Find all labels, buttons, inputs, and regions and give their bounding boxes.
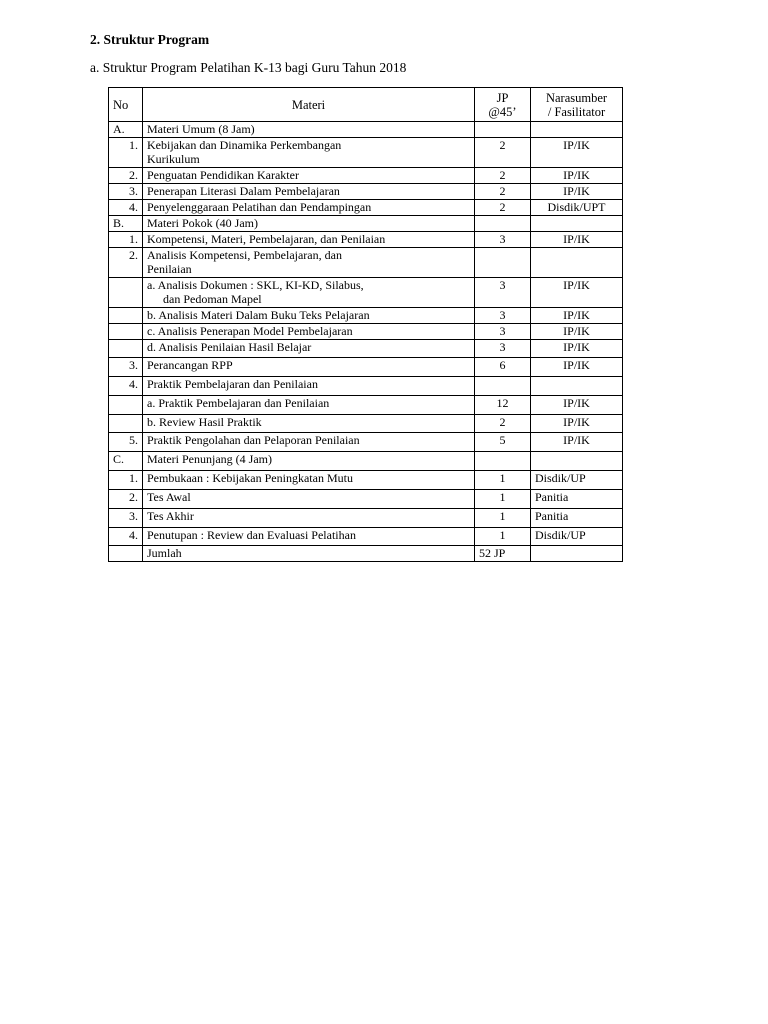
row-materi <box>143 200 475 216</box>
table-row <box>109 168 623 184</box>
header-materi: Materi <box>143 88 475 122</box>
materi-line: Penerapan Literasi Dalam Pembelajaran <box>147 184 340 198</box>
row-jp <box>475 452 531 471</box>
row-narasumber: IP/IK <box>531 232 623 248</box>
row-jp <box>475 248 531 278</box>
row-materi <box>143 358 475 377</box>
section-row <box>109 452 623 471</box>
row-number: 4. <box>109 377 143 396</box>
header-narasumber-line1: Narasumber <box>545 90 608 105</box>
materi-line: a. Analisis Dokumen : SKL, KI-KD, Silabus, <box>147 278 364 292</box>
materi-line: Penutupan : Review dan Evaluasi Pelatihan <box>147 528 356 542</box>
header-no: No <box>109 88 143 122</box>
row-jp <box>475 377 531 396</box>
materi-line: Jumlah <box>147 546 182 560</box>
row-jp: 52 JP <box>475 546 531 562</box>
materi-line: Materi Penunjang (4 Jam) <box>147 452 272 466</box>
row-narasumber: IP/IK <box>531 433 623 452</box>
row-materi <box>143 452 475 471</box>
materi-line: b. Review Hasil Praktik <box>147 415 262 429</box>
materi-line: Praktik Pengolahan dan Pelaporan Penilaian <box>147 433 360 447</box>
row-materi <box>143 308 475 324</box>
row-jp: 12 <box>475 396 531 415</box>
section-row <box>109 216 623 232</box>
row-narasumber <box>531 216 623 232</box>
program-structure-table <box>108 87 623 562</box>
row-jp: 2 <box>475 415 531 433</box>
table-row <box>109 358 623 377</box>
materi-line-continued: dan Pedoman Mapel <box>163 292 262 306</box>
row-number: 1. <box>109 138 143 168</box>
row-jp: 1 <box>475 528 531 546</box>
header-jp-line1: JP <box>496 90 509 105</box>
row-number <box>109 324 143 340</box>
materi-line: Perancangan RPP <box>147 358 233 372</box>
section-heading: 2. Struktur Program <box>90 32 210 47</box>
materi-line: Kebijakan dan Dinamika Perkembangan <box>147 138 342 152</box>
table-row <box>109 308 623 324</box>
table-row <box>109 396 623 415</box>
row-number: 3. <box>109 358 143 377</box>
row-jp <box>475 122 531 138</box>
row-narasumber: IP/IK <box>531 184 623 200</box>
row-materi <box>143 122 475 138</box>
table-title: a. Struktur Program Pelatihan K-13 bagi Guru Tahun 2018 <box>90 60 407 75</box>
row-narasumber: Panitia <box>531 490 623 509</box>
row-number: 5. <box>109 433 143 452</box>
materi-line: Materi Umum (8 Jam) <box>147 122 255 136</box>
row-materi <box>143 396 475 415</box>
header-narasumber-line2: / Fasilitator <box>547 104 606 119</box>
row-jp: 3 <box>475 232 531 248</box>
table-row <box>109 433 623 452</box>
materi-line: Penguatan Pendidikan Karakter <box>147 168 299 182</box>
row-jp: 2 <box>475 138 531 168</box>
materi-line: Pembukaan : Kebijakan Peningkatan Mutu <box>147 471 353 485</box>
table-header-row <box>109 88 623 122</box>
row-narasumber: Disdik/UP <box>531 528 623 546</box>
materi-line: Tes Akhir <box>147 509 194 523</box>
row-number <box>109 396 143 415</box>
row-number <box>109 415 143 433</box>
row-narasumber: IP/IK <box>531 415 623 433</box>
materi-line: Praktik Pembelajaran dan Penilaian <box>147 377 318 391</box>
row-narasumber <box>531 546 623 562</box>
row-jp: 3 <box>475 278 531 308</box>
row-materi <box>143 248 475 278</box>
row-narasumber: IP/IK <box>531 340 623 358</box>
row-narasumber: Disdik/UP <box>531 471 623 490</box>
table-row <box>109 248 623 278</box>
row-narasumber: IP/IK <box>531 138 623 168</box>
materi-line: c. Analisis Penerapan Model Pembelajaran <box>147 324 353 338</box>
table-body <box>109 122 623 562</box>
table-row <box>109 324 623 340</box>
row-narasumber: IP/IK <box>531 324 623 340</box>
row-number <box>109 340 143 358</box>
table-row <box>109 509 623 528</box>
table-row <box>109 232 623 248</box>
materi-line: Kompetensi, Materi, Pembelajaran, dan Penilaian <box>147 232 386 246</box>
row-jp: 1 <box>475 509 531 528</box>
materi-line: Penyelenggaraan Pelatihan dan Pendampingan <box>147 200 372 214</box>
row-number: B. <box>109 216 143 232</box>
row-narasumber <box>531 452 623 471</box>
row-jp: 3 <box>475 340 531 358</box>
row-narasumber: Panitia <box>531 509 623 528</box>
row-materi <box>143 528 475 546</box>
row-jp: 3 <box>475 324 531 340</box>
row-materi <box>143 324 475 340</box>
row-jp: 3 <box>475 308 531 324</box>
row-materi <box>143 546 475 562</box>
materi-line-continued: Kurikulum <box>147 152 200 166</box>
row-materi <box>143 216 475 232</box>
row-jp: 2 <box>475 184 531 200</box>
row-materi <box>143 415 475 433</box>
row-jp: 5 <box>475 433 531 452</box>
row-narasumber <box>531 122 623 138</box>
row-number: 3. <box>109 184 143 200</box>
row-materi <box>143 340 475 358</box>
materi-line: d. Analisis Penilaian Hasil Belajar <box>147 340 312 354</box>
row-jp: 1 <box>475 471 531 490</box>
row-materi <box>143 138 475 168</box>
row-number: 3. <box>109 509 143 528</box>
row-number: C. <box>109 452 143 471</box>
row-number: A. <box>109 122 143 138</box>
row-number: 1. <box>109 232 143 248</box>
materi-line: Analisis Kompetensi, Pembelajaran, dan <box>147 248 342 262</box>
table-row <box>109 138 623 168</box>
row-jp: 2 <box>475 168 531 184</box>
row-narasumber: IP/IK <box>531 278 623 308</box>
row-jp <box>475 216 531 232</box>
materi-line: Materi Pokok (40 Jam) <box>147 216 258 230</box>
header-jp <box>475 88 531 122</box>
row-number <box>109 308 143 324</box>
table-row <box>109 278 623 308</box>
total-row <box>109 546 623 562</box>
materi-line: a. Praktik Pembelajaran dan Penilaian <box>147 396 330 410</box>
row-number: 1. <box>109 471 143 490</box>
row-number: 2. <box>109 248 143 278</box>
row-materi <box>143 377 475 396</box>
row-narasumber: IP/IK <box>531 308 623 324</box>
row-jp: 6 <box>475 358 531 377</box>
row-narasumber: IP/IK <box>531 168 623 184</box>
table-row <box>109 340 623 358</box>
row-materi <box>143 433 475 452</box>
row-narasumber: IP/IK <box>531 396 623 415</box>
materi-line-continued: Penilaian <box>147 262 192 276</box>
table-row <box>109 471 623 490</box>
row-narasumber: IP/IK <box>531 358 623 377</box>
table-row <box>109 415 623 433</box>
header-narasumber <box>531 88 623 122</box>
materi-line: b. Analisis Materi Dalam Buku Teks Pelajaran <box>147 308 370 322</box>
row-materi <box>143 490 475 509</box>
row-materi <box>143 168 475 184</box>
header-jp-line2: @45’ <box>488 104 517 119</box>
section-row <box>109 122 623 138</box>
row-narasumber <box>531 377 623 396</box>
table-row <box>109 184 623 200</box>
row-materi <box>143 184 475 200</box>
row-number <box>109 546 143 562</box>
materi-line: Tes Awal <box>147 490 191 504</box>
row-narasumber <box>531 248 623 278</box>
row-narasumber: Disdik/UPT <box>531 200 623 216</box>
row-number: 4. <box>109 200 143 216</box>
row-number: 2. <box>109 490 143 509</box>
row-materi <box>143 509 475 528</box>
row-number <box>109 278 143 308</box>
table-row <box>109 528 623 546</box>
table-row <box>109 490 623 509</box>
row-number: 2. <box>109 168 143 184</box>
row-jp: 1 <box>475 490 531 509</box>
row-materi <box>143 232 475 248</box>
row-jp: 2 <box>475 200 531 216</box>
table-row <box>109 200 623 216</box>
row-materi <box>143 471 475 490</box>
row-materi <box>143 278 475 308</box>
row-number: 4. <box>109 528 143 546</box>
table-row <box>109 377 623 396</box>
